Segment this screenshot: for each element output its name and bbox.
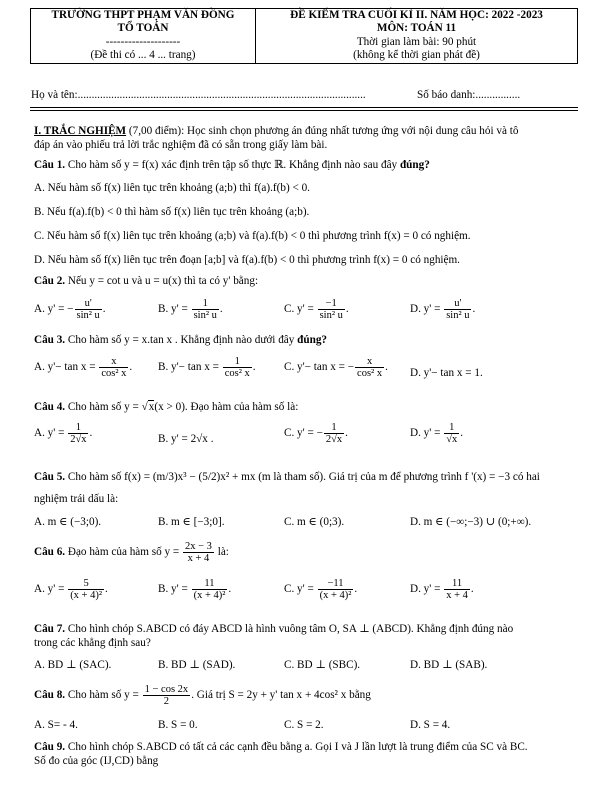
question-text: Cho hàm số f(x) = (m/3)x³ − (5/2)x² + mx (m là tham số). Giá trị của m để phương trình f '(x) = −3 có hai: [67, 471, 540, 483]
question-7-cont: trong các khẳng định sau?: [34, 637, 151, 649]
section-points: (7,00 điểm): Học sinh chọn phương án đúng nhất tương ứng với nội dung câu hỏi và tô: [128, 125, 519, 137]
divider: [30, 110, 578, 111]
q1-option-d: D. Nếu hàm số f(x) liên tục trên đoạn [a;b] và f(a).f(b) < 0 thì phương trình f(x) = 0 có nghiệm.: [34, 254, 460, 266]
q5-option-b: B. m ∈ [−3;0].: [158, 516, 225, 528]
question-text: Cho hình chóp S.ABCD có đáy ABCD là hình vuông tâm O, SA ⊥ (ABCD). Khẳng định đúng nào: [67, 623, 514, 635]
page-count: (Đề thi có ... 4 ... trang): [90, 49, 196, 62]
q7-option-a: A. BD ⊥ (SAC).: [34, 659, 112, 671]
q3-option-d: D. y'− tan x = 1.: [410, 367, 483, 379]
q2-option-a: A. y' = − $\frac{u'}{\text{sin² u}}$ .: [34, 298, 106, 322]
q4-option-c: C. y' = − $\frac{1}{2√x}$ .: [284, 422, 348, 446]
question-6: Câu 6. Đạo hàm của hàm số y = $\frac{2x - 3}{x + 4}$ là:: [34, 541, 229, 565]
school-cell: [31, 9, 256, 64]
divider: [30, 107, 578, 108]
question-7: [34, 622, 513, 636]
q4-option-d: D. y' = $\frac{1}{√x}$ .: [410, 422, 463, 446]
student-id-field: Số báo danh:................: [417, 89, 521, 101]
question-1: [34, 158, 430, 172]
q4-option-a: A. y' = $\frac{1}{2√x}$ .: [34, 422, 93, 446]
q5-option-a: A. m ∈ (−3;0).: [34, 516, 102, 528]
question-label: Câu 7.: [34, 623, 66, 635]
q7-option-c: C. BD ⊥ (SBC).: [284, 659, 361, 671]
question-text: Cho hàm số y = f(x) xác định trên tập số thực ℝ. Khẳng định nào sau đây: [67, 159, 398, 171]
q2-option-b: B. y' = $\frac{1}{\text{sin² u}}$ .: [158, 298, 223, 322]
exam-title: ĐỀ KIỂM TRA CUỐI KÌ II. NĂM HỌC: 2022 -2023: [290, 9, 543, 21]
dashes: --------------------: [105, 35, 181, 48]
section-heading: [34, 124, 518, 138]
question-label: Câu 9.: [34, 741, 66, 753]
q2-option-c: C. y' = $\frac{-1}{\text{sin² u}}$ .: [284, 298, 349, 322]
question-text: Cho hình chóp S.ABCD có tất cả các cạnh đều bằng a. Gọi I và J lần lượt là trung điểm của SC và BC.: [67, 741, 528, 753]
q2-option-d: D. y' = $\frac{u'}{\text{sin² u}}$ .: [410, 298, 476, 322]
q1-option-a: A. Nếu hàm số f(x) liên tục trên khoảng (a;b) thì f(a).f(b) < 0.: [34, 182, 310, 194]
question-label: Câu 5.: [34, 471, 66, 483]
question-label: Câu 2.: [34, 275, 66, 287]
question-emphasis: đúng?: [297, 334, 328, 346]
q7-option-b: B. BD ⊥ (SAD).: [158, 659, 236, 671]
q7-option-d: D. BD ⊥ (SAB).: [410, 659, 488, 671]
question-3: [34, 333, 327, 347]
exam-time: Thời gian làm bài: 90 phút: [356, 35, 477, 48]
question-emphasis: đúng?: [399, 159, 430, 171]
question-label: Câu 3.: [34, 334, 66, 346]
q3-option-b: B. y'− tan x = $\frac{1}{\text{cos² x}}$ .: [158, 356, 256, 380]
question-9: [34, 740, 528, 754]
department: TỔ TOÁN: [117, 22, 169, 35]
question-label: Câu 4.: [34, 401, 66, 413]
subject: MÔN: TOÁN 11: [376, 22, 457, 35]
exam-time-note: (không kể thời gian phát đề): [353, 49, 480, 62]
q6-option-d: D. y' = $\frac{11}{x + 4}$ .: [410, 578, 474, 602]
q5-option-c: C. m ∈ (0;3).: [284, 516, 345, 528]
student-name-field: Họ và tên:.......................................................................................................: [31, 89, 366, 101]
question-text: Nếu y = cot u và u = u(x) thì ta có y' bằng:: [67, 275, 259, 287]
school-name: TRƯỜNG THPT PHẠM VĂN ĐỒNG: [51, 9, 235, 21]
q1-option-c: C. Nếu hàm số f(x) liên tục trên khoảng (a;b) và f(a).f(b) < 0 thì phương trình f(x) = 0 có nghiệm.: [34, 230, 471, 242]
exam-info-cell: [256, 9, 578, 64]
question-5: [34, 470, 540, 484]
q8-option-b: B. S = 0.: [158, 719, 198, 731]
section-title: I. TRẮC NGHIỆM: [34, 125, 127, 137]
q8-option-d: D. S = 4.: [410, 719, 451, 731]
exam-header: [30, 8, 578, 64]
question-label: Câu 1.: [34, 159, 66, 171]
q5-option-d: D. m ∈ (−∞;−3) ∪ (0;+∞).: [410, 516, 532, 528]
q8-option-a: A. S= - 4.: [34, 719, 78, 731]
question-9-cont: Số đo của góc (IJ,CD) bằng: [34, 755, 159, 767]
question-4: Câu 4. Cho hàm số y = √x(x > 0). Đạo hàm của hàm số là:: [34, 401, 299, 413]
q8-option-c: C. S = 2.: [284, 719, 324, 731]
question-2: [34, 274, 258, 288]
question-8: Câu 8. Cho hàm số y = $\frac{1 - \cos 2x}{2}$ . Giá trị S = 2y + y' tan x + 4cos² x bằng: [34, 684, 371, 708]
q3-option-c: C. y'− tan x = − $\frac{x}{\text{cos² x}}$ .: [284, 356, 388, 380]
q1-option-b: B. Nếu f(a).f(b) < 0 thì hàm số f(x) liên tục trên khoảng (a;b).: [34, 206, 310, 218]
q3-option-a: A. y'− tan x = $\frac{x}{\text{cos² x}}$ .: [34, 356, 133, 380]
q4-option-b: B. y' = 2√x .: [158, 433, 214, 445]
q6-option-c: C. y' = $\frac{-11}{\text{(x + 4)²}}$ .: [284, 578, 358, 602]
q6-option-b: B. y' = $\frac{11}{\text{(x + 4)²}}$ .: [158, 578, 232, 602]
question-5-cont: nghiệm trái dấu là:: [34, 493, 119, 505]
q6-option-a: A. y' = $\frac{5}{\text{(x + 4)²}}$ .: [34, 578, 108, 602]
section-instructions: đáp án vào phiếu trả lời trắc nghiệm đã có sẵn trong giấy làm bài.: [34, 139, 328, 151]
question-label: Câu 6.: [34, 546, 66, 559]
question-text: Cho hàm số y = x.tan x . Khẳng định nào dưới đây: [67, 334, 295, 346]
question-label: Câu 8.: [34, 689, 66, 702]
